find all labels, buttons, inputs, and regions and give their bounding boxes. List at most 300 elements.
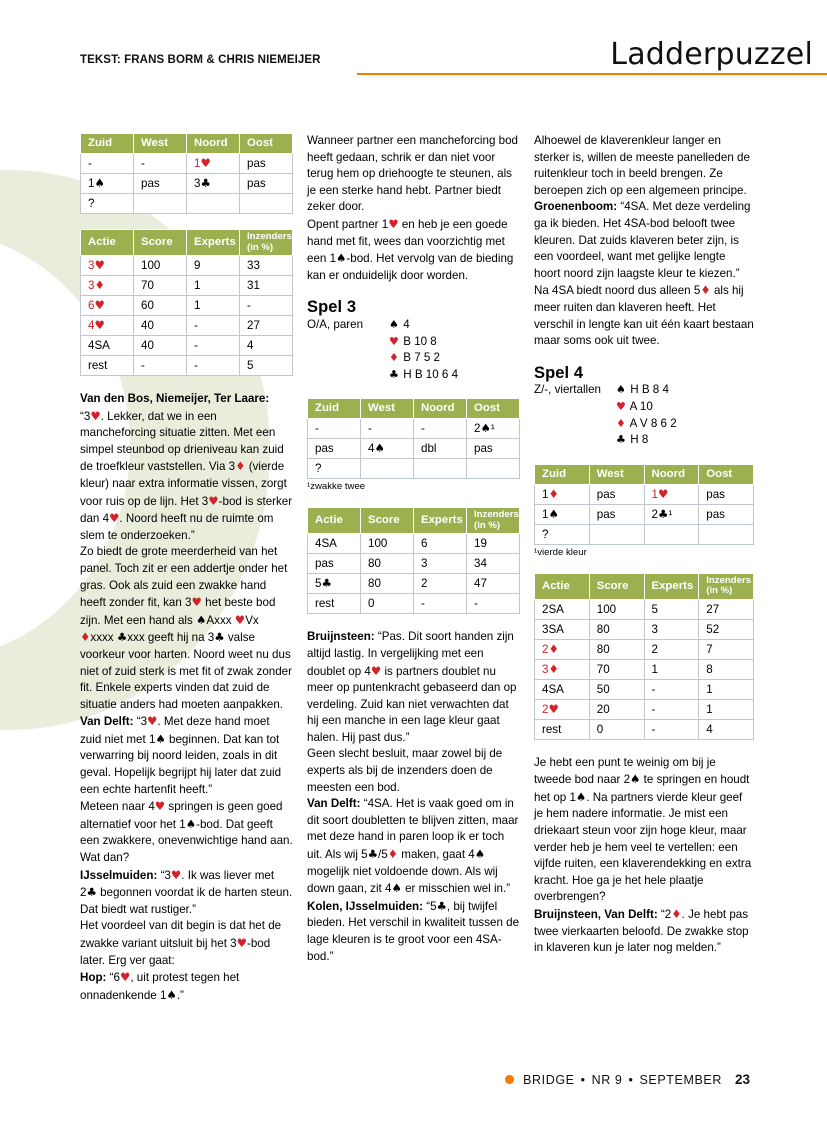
deal-info: O/A, paren xyxy=(307,317,364,331)
paragraph xyxy=(534,755,754,906)
col-score: Score xyxy=(589,573,644,599)
bid-cell xyxy=(361,459,414,479)
club-icon xyxy=(616,432,627,449)
score-experts: - xyxy=(187,356,240,376)
score-inzenders: 1 xyxy=(699,699,754,719)
paragraph xyxy=(534,906,754,957)
table-row xyxy=(535,524,754,544)
score-inzenders: 7 xyxy=(699,639,754,659)
score-action: 3♦ xyxy=(535,659,590,679)
bullet-dot-icon xyxy=(505,1075,514,1084)
hand-line-diamonds xyxy=(389,350,458,367)
score-action: 5♣ xyxy=(308,574,361,594)
table-header-row xyxy=(308,508,520,534)
footer-magazine: BRIDGE xyxy=(523,1072,575,1087)
score-experts: - xyxy=(414,594,467,614)
col-west: West xyxy=(361,399,414,419)
heart-icon: ♥ xyxy=(200,156,211,170)
paragraph xyxy=(534,199,754,282)
spade-icon: ♠ xyxy=(389,317,399,331)
paragraph xyxy=(307,796,520,898)
paragraph xyxy=(80,391,293,544)
table-row xyxy=(535,639,754,659)
score-value: 0 xyxy=(589,719,644,739)
club-icon: ♣ xyxy=(657,506,669,521)
col-actie: Actie xyxy=(535,573,590,599)
col-west: West xyxy=(134,134,187,154)
table-row xyxy=(81,336,293,356)
diamond-icon: ♦ xyxy=(671,907,682,922)
paragraph xyxy=(307,629,520,746)
page-title: Ladderpuzzel xyxy=(610,37,813,72)
col-inzenders-line1: Inzenders xyxy=(706,574,752,586)
spade-icon: ♠ xyxy=(166,987,177,1002)
score-value: 50 xyxy=(589,679,644,699)
score-action: rest xyxy=(535,719,590,739)
spade-icon: ♠ xyxy=(196,612,207,627)
heart-icon: ♥ xyxy=(370,663,382,678)
col-inzenders-line1: Inzenders xyxy=(474,509,519,521)
paragraph xyxy=(80,867,293,919)
page-header xyxy=(0,37,827,91)
bidding-note-spel4: ¹vierde kleur xyxy=(534,546,587,558)
score-action: 4♥ xyxy=(81,316,134,336)
score-inzenders: 5 xyxy=(240,356,293,376)
score-experts: - xyxy=(187,336,240,356)
diamond-icon: ♦ xyxy=(389,351,399,365)
score-action: 4SA xyxy=(535,679,590,699)
bid-cell: ? xyxy=(81,194,134,214)
club-icon: ♣ xyxy=(436,898,447,913)
score-action: rest xyxy=(308,594,361,614)
club-icon: ♣ xyxy=(86,885,97,900)
spade-icon: ♠ xyxy=(480,421,491,436)
heart-icon: ♥ xyxy=(94,298,105,312)
speaker-name: Van den Bos, Niemeijer, Ter Laare: xyxy=(80,392,270,405)
paragraph-text: Zo biedt de grote meerderheid van het panel. Toch zit er een addertje onder het gras. Ook als zuid een zwakke hand heeft zonder fit, kan 3♥ het beste bod zijn. Met een hand als ♠Axxx ♥Vx ♦xxxx ♣xxx geeft hij na 3♣ valse voorkeur voor harten. Noord weet nu dus niet of zuid sterk is met fit of zwak zonder fit. Enkele experts vinden dat zuid de situatie anders had moeten aanpakken. xyxy=(80,545,292,711)
bid-cell: pas xyxy=(589,484,644,504)
score-value: 100 xyxy=(134,256,187,276)
bid-cell: 1♥ xyxy=(644,484,699,504)
club-icon: ♣ xyxy=(367,847,378,862)
diamond-icon: ♦ xyxy=(700,283,711,298)
score-inzenders: 34 xyxy=(467,554,520,574)
column-right xyxy=(534,133,754,957)
club-icon: ♣ xyxy=(214,630,225,645)
score-action: 4SA xyxy=(81,336,134,356)
spade-icon: ♠ xyxy=(548,506,559,521)
score-inzenders: 33 xyxy=(240,256,293,276)
score-value: 0 xyxy=(361,594,414,614)
score-value: - xyxy=(134,356,187,376)
spade-icon: ♠ xyxy=(94,176,105,190)
score-experts: - xyxy=(644,719,699,739)
score-experts: - xyxy=(644,679,699,699)
table-row xyxy=(535,619,754,639)
table-row xyxy=(308,534,520,554)
hand-spel4 xyxy=(616,382,677,448)
table-row xyxy=(81,316,293,336)
heart-icon: ♥ xyxy=(236,936,247,950)
heart-icon: ♥ xyxy=(616,399,626,413)
bid-cell: 1♥ xyxy=(187,154,240,174)
table-row xyxy=(81,194,293,214)
paragraph-text: Het voordeel van dit begin is dat het de zwakke variant uitsluit bij het 3♥-bod later. Erg ver gaat: xyxy=(80,919,282,967)
paragraph-text: Wanneer partner een mancheforcing bod heeft gedaan, schrik er dan niet voor terug hem op driehoogte te steunen, als je een sterke hand hebt. Partner biedt zeker door. xyxy=(307,134,518,214)
club-icon: ♣ xyxy=(200,176,211,190)
col-inzenders xyxy=(467,508,520,534)
score-experts: 9 xyxy=(187,256,240,276)
heart-icon: ♥ xyxy=(657,486,669,501)
col-zuid: Zuid xyxy=(308,399,361,419)
spade-icon: ♠ xyxy=(155,731,166,746)
score-inzenders: 31 xyxy=(240,276,293,296)
table-row xyxy=(308,439,520,459)
table-row xyxy=(81,174,293,194)
spade-icon: ♠ xyxy=(616,383,626,397)
bid-cell: pas xyxy=(308,439,361,459)
paragraph-text: Na 4SA biedt noord dus alleen 5♦ als hij meer ruiten dan klaveren heeft. Het verschil in lengte kan uit één kaart bestaan maar soms ook uit twee. xyxy=(534,283,754,348)
hand-line-spades xyxy=(616,382,677,399)
col-inzenders-line2: (in %) xyxy=(474,519,501,531)
score-table-spel3 xyxy=(307,507,520,614)
diamond-icon xyxy=(389,350,400,367)
score-value: 70 xyxy=(589,659,644,679)
paragraph-text: “6♥, uit protest tegen het onnadenkende 1♠.” xyxy=(80,970,240,1002)
col-experts: Experts xyxy=(187,230,240,256)
score-inzenders: - xyxy=(240,296,293,316)
col-inzenders-line1: Inzenders xyxy=(247,231,292,242)
speaker-name: Groenenboom: xyxy=(534,200,618,214)
footer-separator: • xyxy=(580,1072,586,1087)
bid-cell: pas xyxy=(240,154,293,174)
col-score: Score xyxy=(134,230,187,256)
speaker-name: Bruijnsteen, Van Delft: xyxy=(534,908,658,922)
bid-cell: - xyxy=(81,154,134,174)
score-value: 40 xyxy=(134,336,187,356)
speaker-name: Hop: xyxy=(80,971,107,985)
score-table-spel2 xyxy=(80,229,293,376)
paragraph-text: Opent partner 1♥ en heb je een goede hand met fit, wees dan voorzichtig met een 1♠-bod. Het vervolg van de bieding kan er onduidelijk door worden. xyxy=(307,216,514,282)
paragraph-text: “4SA. Het is vaak goed om in dit soort doubletten te blijven zitten, maar met deze hand in paren loop ik er toch uit. Als wij 5♣/5♦ maken, gaat 4♠ mogelijk niet voldoende down. Als wij down gaan, zit 4♠ er misschien wel in.” xyxy=(307,797,519,896)
bid-cell: ? xyxy=(535,524,590,544)
score-inzenders: 47 xyxy=(467,574,520,594)
bid-cell: pas xyxy=(699,484,754,504)
bid-cell: 1♦ xyxy=(535,484,590,504)
table-row xyxy=(308,574,520,594)
spade-icon: ♠ xyxy=(374,441,385,456)
paragraph-text: “3♥. Lekker, dat we in een mancheforcing situatie zitten. Met een simpel steunbod op drieniveau kan zuid de troefkleur vaststellen. Via 3♦ (vierde kleur) naar extra informatie vissen, zorgt voor ruis op de lijn. Het 3♥-bod is sterker dan 4♥. Noord heeft nu de ruimte om slem te onderzoeken.” xyxy=(80,408,293,542)
paragraph-text: “Pas. Dit soort handen zijn altijd lastig. In vergelijking met een doublet op 4♥ is partners doublet nu meer op puntenkracht gebaseerd dan op verdeling. Zuid kan niet verwachten dat hij een manche in een lage kleur gaat halen. Hij past dus.” xyxy=(307,630,517,744)
score-inzenders: 1 xyxy=(699,679,754,699)
col-noord: Noord xyxy=(644,464,699,484)
bid-cell xyxy=(699,524,754,544)
score-inzenders: 4 xyxy=(699,719,754,739)
speaker-name: Bruijnsteen: xyxy=(307,630,375,644)
table-header-row xyxy=(81,230,293,256)
club-icon: ♣ xyxy=(616,433,626,447)
hand-cards: H 8 xyxy=(630,433,649,447)
col-oost: Oost xyxy=(699,464,754,484)
bid-cell: pas xyxy=(589,504,644,524)
bid-cell: 2♣¹ xyxy=(644,504,699,524)
score-action: pas xyxy=(308,554,361,574)
score-inzenders: 27 xyxy=(699,599,754,619)
diamond-icon: ♦ xyxy=(235,459,246,474)
score-inzenders: - xyxy=(467,594,520,614)
hand-line-diamonds xyxy=(616,416,677,433)
col-actie: Actie xyxy=(308,508,361,534)
score-action: 2♥ xyxy=(535,699,590,719)
speaker-name: Van Delft: xyxy=(307,797,361,811)
col-noord: Noord xyxy=(414,399,467,419)
score-value: 80 xyxy=(589,639,644,659)
table-header-row xyxy=(81,134,293,154)
col-score: Score xyxy=(361,508,414,534)
column-left xyxy=(80,133,293,1004)
bid-cell xyxy=(187,194,240,214)
bid-cell xyxy=(240,194,293,214)
col-zuid: Zuid xyxy=(535,464,590,484)
footer-issue: NR 9 xyxy=(591,1072,623,1087)
bid-cell: 3♣ xyxy=(187,174,240,194)
paragraph-text: “2♦. Je hebt pas twee vierkaarten beloofd. De zwakke stop in klaveren kun je later nog melden.” xyxy=(534,907,749,955)
col-actie: Actie xyxy=(81,230,134,256)
paragraph xyxy=(307,216,520,284)
bid-cell: - xyxy=(361,419,414,439)
hand-cards: A 10 xyxy=(629,399,653,413)
table-header-row xyxy=(535,573,754,599)
table-row xyxy=(535,484,754,504)
score-value: 100 xyxy=(361,534,414,554)
diamond-icon: ♦ xyxy=(548,641,559,656)
hand-line-spades xyxy=(389,317,458,334)
paragraph xyxy=(307,133,520,216)
score-value: 70 xyxy=(134,276,187,296)
table-row xyxy=(308,459,520,479)
table-header-row xyxy=(308,399,520,419)
score-value: 80 xyxy=(361,554,414,574)
score-action: 3♦ xyxy=(81,276,134,296)
paragraph-text: Geen slecht besluit, maar zowel bij de experts als bij de inzenders doen de meesten een bod. xyxy=(307,747,503,794)
heart-icon: ♥ xyxy=(388,216,399,231)
score-inzenders: 19 xyxy=(467,534,520,554)
score-experts: 2 xyxy=(414,574,467,594)
spade-icon: ♠ xyxy=(630,772,641,787)
bidding-table-spel2 xyxy=(80,133,293,214)
spade-icon xyxy=(616,382,627,399)
bid-cell: - xyxy=(134,154,187,174)
col-oost: Oost xyxy=(240,134,293,154)
table-row xyxy=(535,504,754,524)
diamond-icon: ♦ xyxy=(548,486,559,501)
heart-icon: ♥ xyxy=(208,493,219,508)
col-oost: Oost xyxy=(467,399,520,419)
deal-title-spel4: Spel 4 xyxy=(534,363,584,382)
paragraph-text: “4SA. Met deze verdeling ga ik bieden. Het 4SA-bod belooft twee kleuren. Dat zuids klaveren beter zijn, is een voordeel, want met gelijke lengte hoort noord zijn laagste kleur te kiezen.” xyxy=(534,200,751,280)
bid-cell xyxy=(589,524,644,544)
bid-cell: 1♠ xyxy=(535,504,590,524)
score-action: 3SA xyxy=(535,619,590,639)
heart-icon: ♥ xyxy=(119,970,131,985)
score-experts: 3 xyxy=(414,554,467,574)
heart-icon: ♥ xyxy=(94,258,105,272)
hand-cards: 4 xyxy=(403,317,410,331)
table-row xyxy=(308,419,520,439)
spade-icon: ♠ xyxy=(185,816,197,831)
hand-line-hearts xyxy=(616,399,677,416)
spade-icon: ♠ xyxy=(474,847,486,862)
table-row xyxy=(81,296,293,316)
heart-icon: ♥ xyxy=(147,714,158,729)
deal-title-spel3: Spel 3 xyxy=(307,298,357,317)
bid-cell: pas xyxy=(699,504,754,524)
score-action: 2♦ xyxy=(535,639,590,659)
heart-icon: ♥ xyxy=(548,701,559,716)
col-experts: Experts xyxy=(644,573,699,599)
score-value: 40 xyxy=(134,316,187,336)
heart-icon: ♥ xyxy=(234,612,246,627)
score-value: 80 xyxy=(361,574,414,594)
paragraph xyxy=(534,133,754,199)
diamond-icon: ♦ xyxy=(387,847,399,862)
col-west: West xyxy=(589,464,644,484)
column-middle xyxy=(307,133,520,965)
hand-cards: H B 8 4 xyxy=(630,383,669,397)
spade-icon xyxy=(389,317,400,334)
hand-line-clubs xyxy=(389,367,458,384)
paragraph-text: “3♥. Ik was liever met 2♣ begonnen voordat ik de harten steun. Dat biedt wat rustiger.” xyxy=(80,867,293,916)
score-value: 80 xyxy=(589,619,644,639)
bid-cell xyxy=(134,194,187,214)
bid-cell: 4♠ xyxy=(361,439,414,459)
spade-icon: ♠ xyxy=(391,881,402,896)
hand-cards: H B 10 6 4 xyxy=(403,367,459,381)
paragraph-text: “3♥. Met deze hand moet zuid niet met 1♠ beginnen. Dat kan tot verwarring bij noord leiden, zoals in dit geval. Hopelijk begrijpt hij later dat zuid een echte hartenfit heeft.” xyxy=(80,714,282,796)
score-value: 20 xyxy=(589,699,644,719)
table-row xyxy=(308,594,520,614)
page-footer xyxy=(505,1072,750,1087)
hand-spel3 xyxy=(389,317,458,383)
byline-authors: FRANS BORM & CHRIS NIEMEIJER xyxy=(124,54,321,66)
byline xyxy=(80,54,321,66)
hand-line-hearts xyxy=(389,334,458,351)
speaker-name: Kolen, IJsselmuiden: xyxy=(307,899,423,913)
score-inzenders: 8 xyxy=(699,659,754,679)
heart-icon: ♥ xyxy=(170,867,182,882)
table-row xyxy=(81,276,293,296)
heart-icon xyxy=(616,399,627,416)
score-experts: 6 xyxy=(414,534,467,554)
paragraph xyxy=(80,918,293,969)
hand-cards: B 10 8 xyxy=(403,334,437,348)
table-row xyxy=(535,719,754,739)
club-icon: ♣ xyxy=(321,576,332,591)
paragraph-text: Je hebt een punt te weinig om bij je tweede bod naar 2♠ te springen en houdt het op 1♠. Na partners vierde kleur geef je hem nadere informatie. Je mist een driekaart steun voor zijn hoge kleur, maar verder heb je hem veel te vertellen: een vijfde ruiten, een klaverendekking en extra kracht. Hoe ga je het hele plaatje overbrengen? xyxy=(534,755,752,904)
heart-icon: ♥ xyxy=(191,595,202,610)
score-inzenders: 52 xyxy=(699,619,754,639)
table-row xyxy=(81,356,293,376)
score-action: 6♥ xyxy=(81,296,134,316)
heart-icon: ♥ xyxy=(389,334,399,348)
bidding-table-spel3 xyxy=(307,398,520,479)
bid-cell: 2♠¹ xyxy=(467,419,520,439)
score-table-spel4 xyxy=(534,573,754,740)
deal-block-spel4 xyxy=(534,382,754,448)
col-noord: Noord xyxy=(187,134,240,154)
diamond-icon: ♦ xyxy=(94,278,105,292)
club-icon xyxy=(389,367,400,384)
paragraph xyxy=(80,713,293,798)
page-number: 23 xyxy=(734,1072,750,1087)
bid-cell: pas xyxy=(134,174,187,194)
paragraph xyxy=(80,798,293,866)
heart-icon: ♥ xyxy=(154,799,166,814)
diamond-icon: ♦ xyxy=(616,416,626,430)
table-row xyxy=(81,256,293,276)
col-experts: Experts xyxy=(414,508,467,534)
table-row xyxy=(535,659,754,679)
table-row xyxy=(308,554,520,574)
hand-line-clubs xyxy=(616,432,677,449)
heart-icon: ♥ xyxy=(109,511,120,526)
footer-month: SEPTEMBER xyxy=(639,1072,722,1087)
table-row xyxy=(535,699,754,719)
paragraph xyxy=(80,969,293,1004)
bid-cell xyxy=(644,524,699,544)
col-zuid: Zuid xyxy=(81,134,134,154)
spade-icon: ♠ xyxy=(575,789,587,804)
heart-icon xyxy=(389,334,400,351)
article-title-rule xyxy=(357,37,827,75)
score-value: 100 xyxy=(589,599,644,619)
score-experts: - xyxy=(187,316,240,336)
table-row xyxy=(535,679,754,699)
diamond-icon: ♦ xyxy=(548,661,559,676)
score-experts: 3 xyxy=(644,619,699,639)
paragraph-text: Meteen naar 4♥ springen is geen goed alternatief voor het 1♠-bod. Dat geeft een zwakkere, onevenwichtige hand aan. Wat dan? xyxy=(80,799,293,865)
paragraph xyxy=(80,544,293,713)
score-experts: 5 xyxy=(644,599,699,619)
paragraph-text: Alhoewel de klaverenkleur langer en sterker is, willen de meeste panelleden de ruitenkleur toch in beeld brengen. Ze beroepen zich op een algemeen principe. xyxy=(534,134,750,197)
club-icon: ♣ xyxy=(389,367,399,381)
score-experts: - xyxy=(644,699,699,719)
score-action: 4SA xyxy=(308,534,361,554)
score-action: 3♥ xyxy=(81,256,134,276)
bid-cell: - xyxy=(308,419,361,439)
table-row xyxy=(535,599,754,619)
table-row xyxy=(81,154,293,174)
paragraph xyxy=(307,746,520,796)
speaker-name: IJsselmuiden: xyxy=(80,868,158,882)
score-inzenders: 27 xyxy=(240,316,293,336)
paragraph-text: “5♣, bij twijfel bieden. Het verschil in kwaliteit tussen de lage kleuren is te groot voor een 4SA-bod.” xyxy=(307,898,520,963)
hand-cards: B 7 5 2 xyxy=(403,351,440,365)
diamond-icon xyxy=(616,416,627,433)
deal-block-spel3 xyxy=(307,317,520,383)
bid-cell: - xyxy=(414,419,467,439)
score-value: 60 xyxy=(134,296,187,316)
hand-cards: A V 8 6 2 xyxy=(629,416,677,430)
bid-cell xyxy=(414,459,467,479)
col-inzenders xyxy=(699,573,754,599)
score-experts: 1 xyxy=(187,276,240,296)
bidding-table-spel4 xyxy=(534,464,754,545)
club-icon: ♣ xyxy=(116,630,128,645)
score-experts: 2 xyxy=(644,639,699,659)
paragraph xyxy=(307,898,520,965)
score-experts: 1 xyxy=(644,659,699,679)
